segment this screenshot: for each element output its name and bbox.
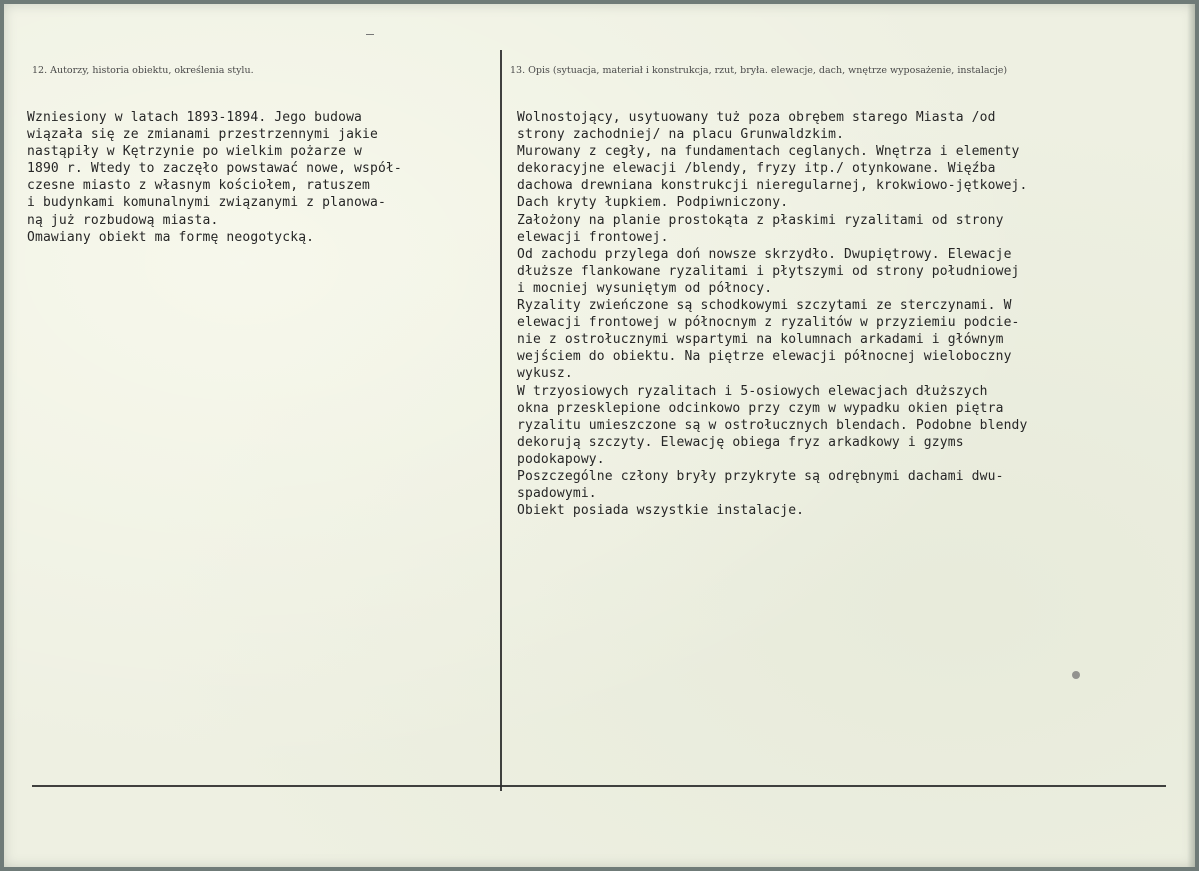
text-line: Ryzality zwieńczone są schodkowymi szczytami ze sterczynami. W: [517, 298, 1012, 314]
text-line: W trzyosiowych ryzalitach i 5-osiowych elewacjach dłuższych: [517, 383, 988, 399]
sheet-edge: [1187, 4, 1195, 867]
text-line: podokapowy.: [517, 451, 605, 467]
text-line: dachowa drewniana konstrukcji nieregularnej, krokwiowo-jętkowej.: [517, 178, 1028, 194]
text-line: Od zachodu przylega doń nowsze skrzydło. Dwupiętrowy. Elewacje: [517, 246, 1012, 262]
mark-tick: [366, 34, 374, 35]
text-line: ryzalitu umieszczone są w ostrołucznych blendach. Podobne blendy: [517, 417, 1028, 433]
text-line: Murowany z cegły, na fundamentach ceglanych. Wnętrza i elementy: [517, 144, 1020, 160]
text-line: 1890 r. Wtedy to zaczęło powstawać nowe, współ-: [27, 161, 402, 177]
text-line: elewacji frontowej w północnym z ryzalitów w przyziemiu podcie-: [517, 315, 1020, 331]
text-line: dłuższe flankowane ryzalitami i płytszymi od strony południowej: [517, 263, 1020, 279]
text-line: ną już rozbudową miasta.: [27, 212, 219, 228]
text-line: strony zachodniej/ na placu Grunwaldzkim.: [517, 127, 845, 143]
text-line: wiązała się ze zmianami przestrzennymi jakie: [27, 127, 378, 143]
section-13-header: 13. Opis (sytuacja, materiał i konstrukcja, rzut, bryła. elewacje, dach, wnętrze wyposażenie, instalacje): [510, 65, 1008, 76]
text-line: Założony na planie prostokąta z płaskimi ryzalitami od strony: [517, 212, 1004, 228]
section-12-header: 12. Autorzy, historia obiektu, określenia stylu.: [32, 65, 254, 76]
text-line: Dach kryty łupkiem. Podpiwniczony.: [517, 195, 789, 211]
bottom-rule: [32, 785, 1166, 787]
text-line: okna przesklepione odcinkowo przy czym w wypadku okien piętra: [517, 400, 1004, 416]
text-line: i mocniej wysuniętym od północy.: [517, 280, 773, 296]
column-divider: [500, 50, 502, 791]
ink-spot: [1072, 671, 1080, 679]
text-line: Wzniesiony w latach 1893-1894. Jego budowa: [27, 110, 363, 125]
text-line: i budynkami komunalnymi związanymi z planowa-: [27, 195, 386, 211]
text-line: wykusz.: [517, 366, 573, 382]
text-line: Poszczególne człony bryły przykryte są odrębnymi dachami dwu-: [517, 468, 1004, 484]
text-line: nastąpiły w Kętrzynie po wielkim pożarze w: [27, 144, 363, 160]
text-line: nie z ostrołucznymi wspartymi na kolumnach arkadami i głównym: [517, 332, 1004, 348]
section-13-text: [517, 109, 1028, 519]
text-line: dekoracyjne elewacji /blendy, fryzy itp./ otynkowane. Więźba: [517, 161, 996, 177]
section-12-text: [27, 109, 402, 246]
document-sheet: [4, 4, 1195, 867]
text-line: spadowymi.: [517, 486, 597, 502]
text-line: elewacji frontowej.: [517, 229, 669, 245]
text-line: czesne miasto z własnym kościołem, ratuszem: [27, 178, 370, 194]
text-line: Omawiany obiekt ma formę neogotycką.: [27, 229, 315, 245]
text-line: Wolnostojący, usytuowany tuż poza obrębem starego Miasta /od: [517, 110, 996, 125]
text-line: wejściem do obiektu. Na piętrze elewacji północnej wieloboczny: [517, 349, 1012, 365]
text-line: dekorują szczyty. Elewację obiega fryz arkadkowy i gzyms: [517, 434, 964, 450]
text-line: Obiekt posiada wszystkie instalacje.: [517, 503, 805, 519]
